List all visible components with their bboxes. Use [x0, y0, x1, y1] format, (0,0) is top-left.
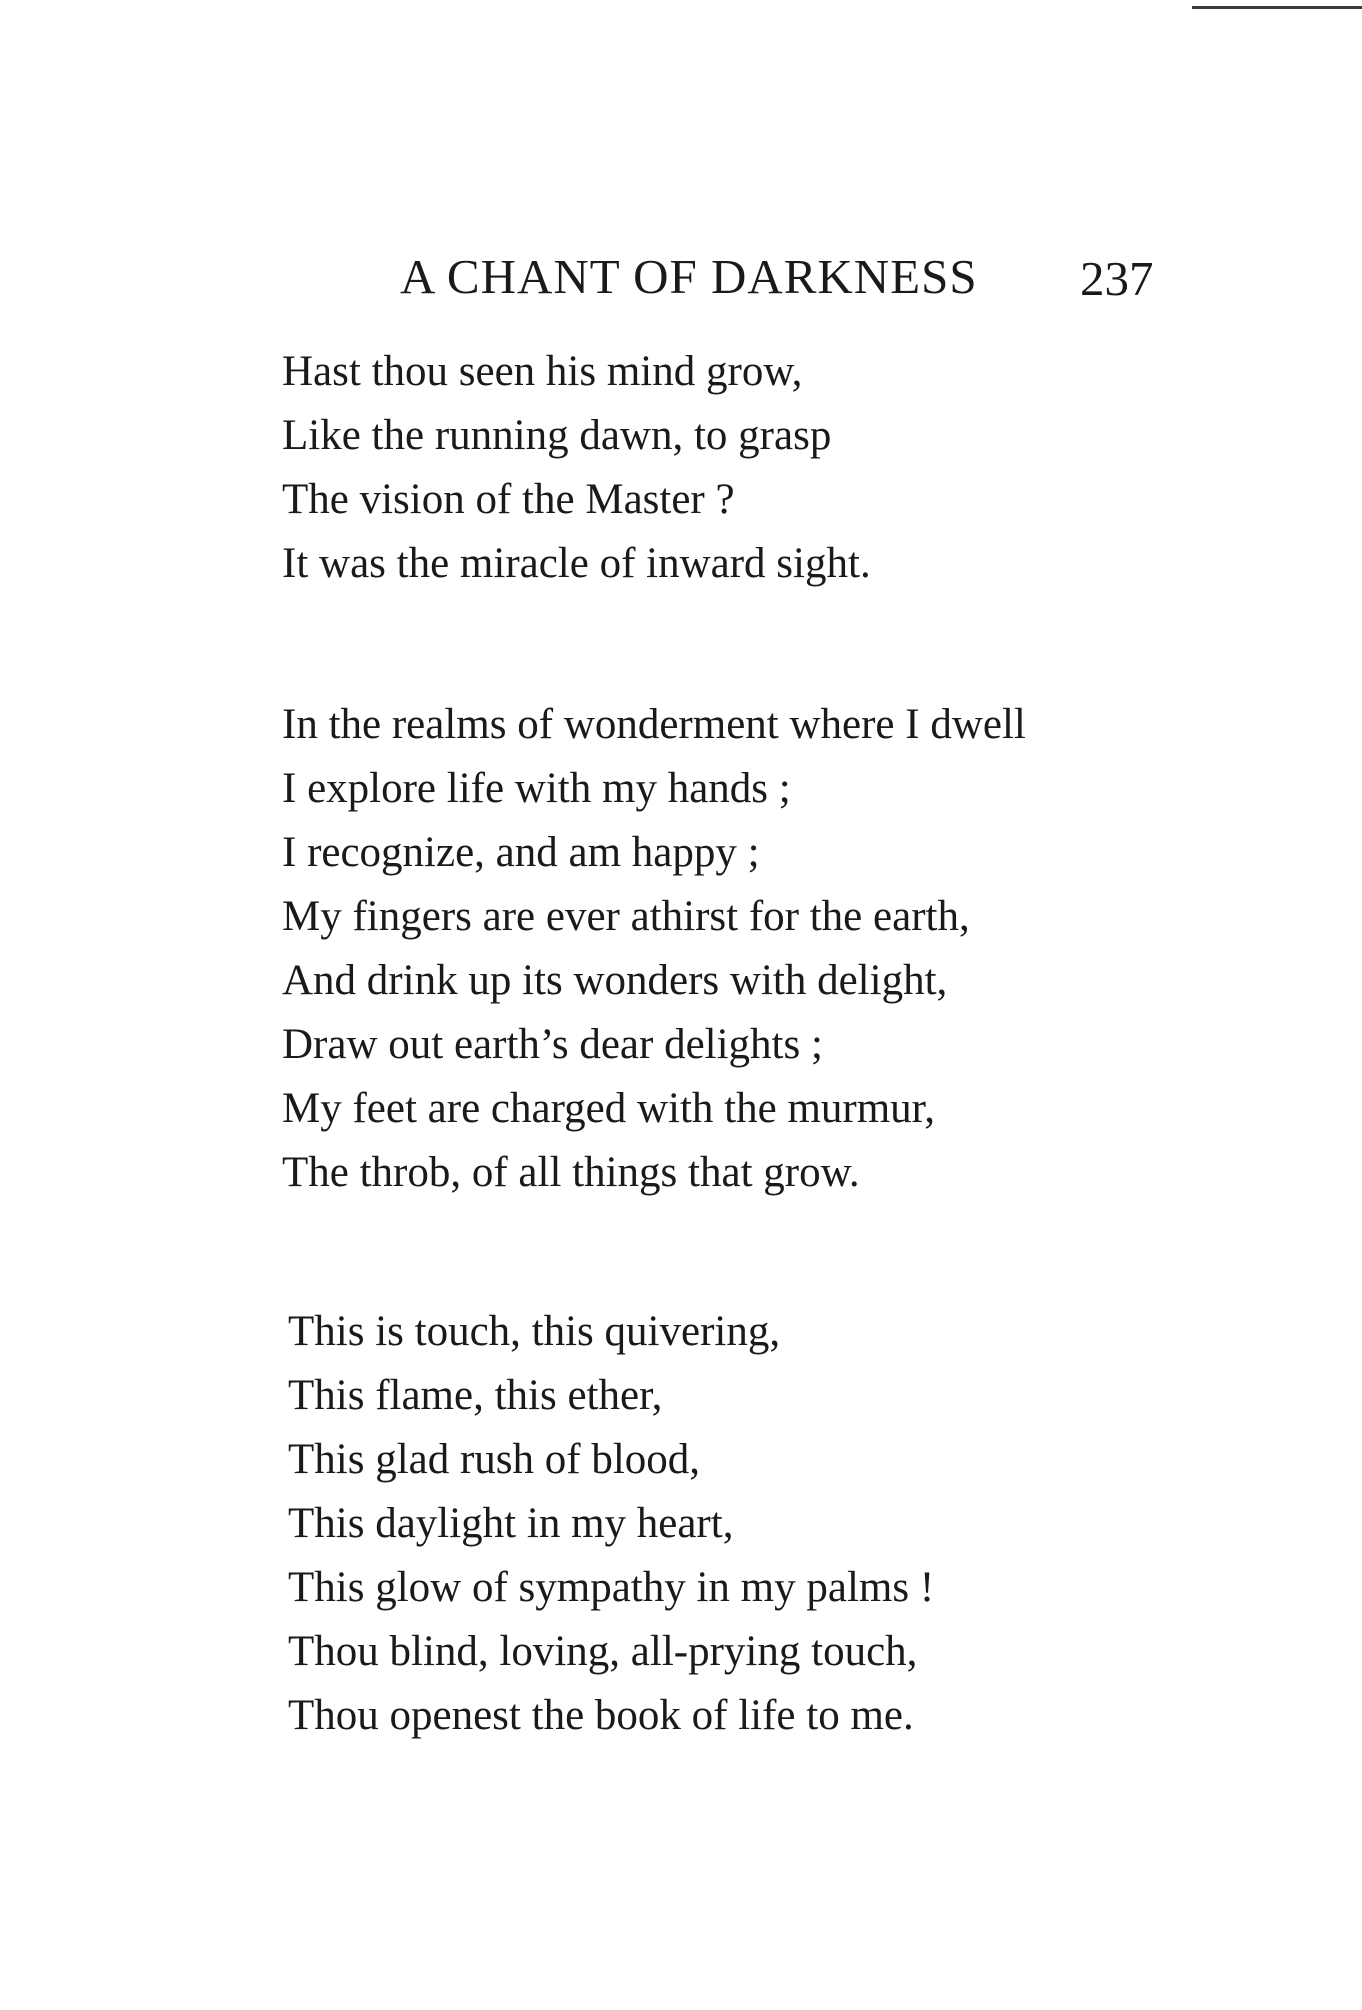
poem-line: This glad rush of blood,	[288, 1436, 701, 1483]
poem-line: This daylight in my heart,	[288, 1500, 734, 1547]
poem-line: Like the running dawn, to grasp	[282, 412, 832, 459]
poem-line: I explore life with my hands ;	[282, 765, 791, 812]
stanza-2	[282, 693, 1026, 1205]
poem-line: My fingers are ever athirst for the earth,	[282, 893, 970, 940]
poem-line: Draw out earth’s dear delights ;	[282, 1021, 823, 1068]
poem-line: And drink up its wonders with delight,	[282, 957, 948, 1004]
poem-line: Thou blind, loving, all-prying touch,	[288, 1628, 918, 1675]
stanza-3	[288, 1300, 934, 1748]
poem-line: Hast thou seen his mind grow,	[282, 348, 803, 395]
stanza-1	[282, 340, 871, 596]
corner-rule	[1192, 6, 1362, 9]
poem-line: I recognize, and am happy ;	[282, 829, 760, 876]
poem-line: This glow of sympathy in my palms !	[288, 1564, 935, 1611]
poem-line: The throb, of all things that grow.	[282, 1149, 860, 1196]
poem-line: Thou openest the book of life to me.	[288, 1692, 914, 1739]
page-number: 237	[1080, 251, 1154, 306]
poem-line: My feet are charged with the murmur,	[282, 1085, 935, 1132]
running-title: A CHANT OF DARKNESS	[400, 249, 978, 304]
poem-line: The vision of the Master ?	[282, 476, 735, 523]
poem-line: In the realms of wonderment where I dwell	[282, 701, 1026, 748]
running-head	[0, 248, 1362, 308]
poem-line: This is touch, this quivering,	[288, 1308, 781, 1355]
poem-line: It was the miracle of inward sight.	[282, 540, 871, 587]
poem-line: This flame, this ether,	[288, 1372, 663, 1419]
